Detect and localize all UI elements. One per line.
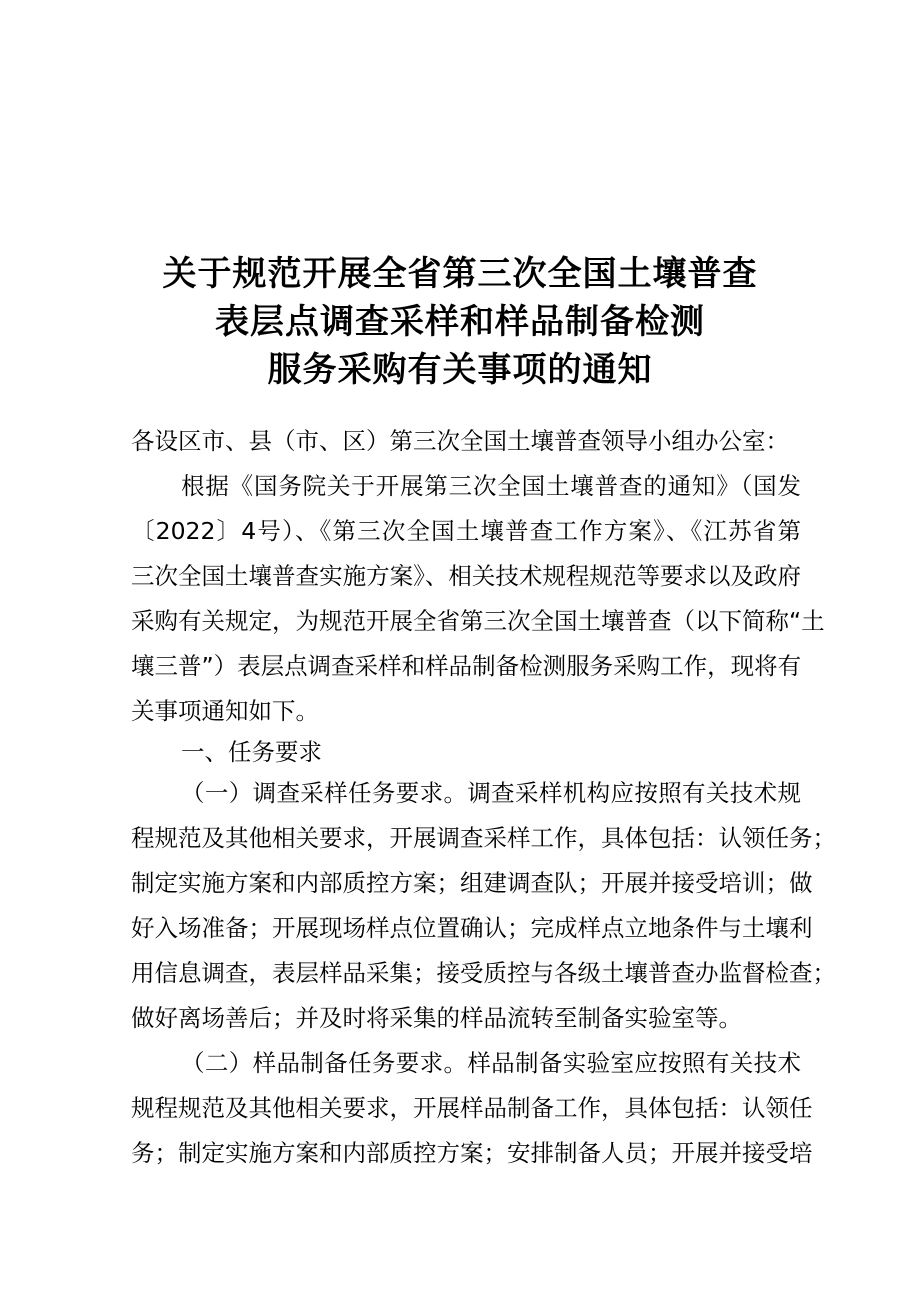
document-title-line-1: 关于规范开展全省第三次全国土壤普查: [162, 254, 758, 294]
item2-line: 务；制定实施方案和内部质控方案；安排制备人员；开展并接受培: [131, 1139, 813, 1167]
intro-line: 壤三普”）表层点调查采样和样品制备检测服务采购工作，现将有: [131, 652, 802, 680]
item1-line: 好入场准备；开展现场样点位置确认；完成样点立地条件与土壤利: [131, 914, 813, 942]
intro-line: 〔2022〕4号）、《第三次全国土壤普查工作方案》、《江苏省第: [131, 517, 801, 545]
section-heading: 一、任务要求: [181, 738, 322, 766]
item1-line: （一）调查采样任务要求。调查采样机构应按照有关技术规: [181, 779, 801, 807]
document-title-line-3: 服务采购有关事项的通知: [267, 350, 653, 390]
item2-line: 规程规范及其他相关要求，开展样品制备工作，具体包括：认领任: [131, 1094, 813, 1122]
item1-line: 做好离场善后；并及时将采集的样品流转至制备实验室等。: [131, 1004, 742, 1032]
intro-line: 根据《国务院关于开展第三次全国土壤普查的通知》（国发: [181, 472, 801, 500]
intro-line: 关事项通知如下。: [131, 697, 319, 725]
salutation: 各设区市、县（市、区）第三次全国土壤普查领导小组办公室：: [131, 427, 789, 455]
item1-line: 制定实施方案和内部质控方案；组建调查队；开展并接受培训；做: [131, 869, 813, 897]
document-title-line-2: 表层点调查采样和样品制备检测: [215, 302, 705, 342]
intro-line: 三次全国土壤普查实施方案》、相关技术规程规范等要求以及政府: [131, 562, 801, 590]
item1-line: 用信息调查，表层样品采集；接受质控与各级土壤普查办监督检查；: [131, 959, 836, 987]
item1-line: 程规范及其他相关要求，开展调查采样工作，具体包括：认领任务；: [131, 824, 836, 852]
item2-line: （二）样品制备任务要求。样品制备实验室应按照有关技术: [181, 1049, 801, 1077]
intro-line: 采购有关规定，为规范开展全省第三次全国土壤普查（以下简称“土: [131, 607, 825, 635]
